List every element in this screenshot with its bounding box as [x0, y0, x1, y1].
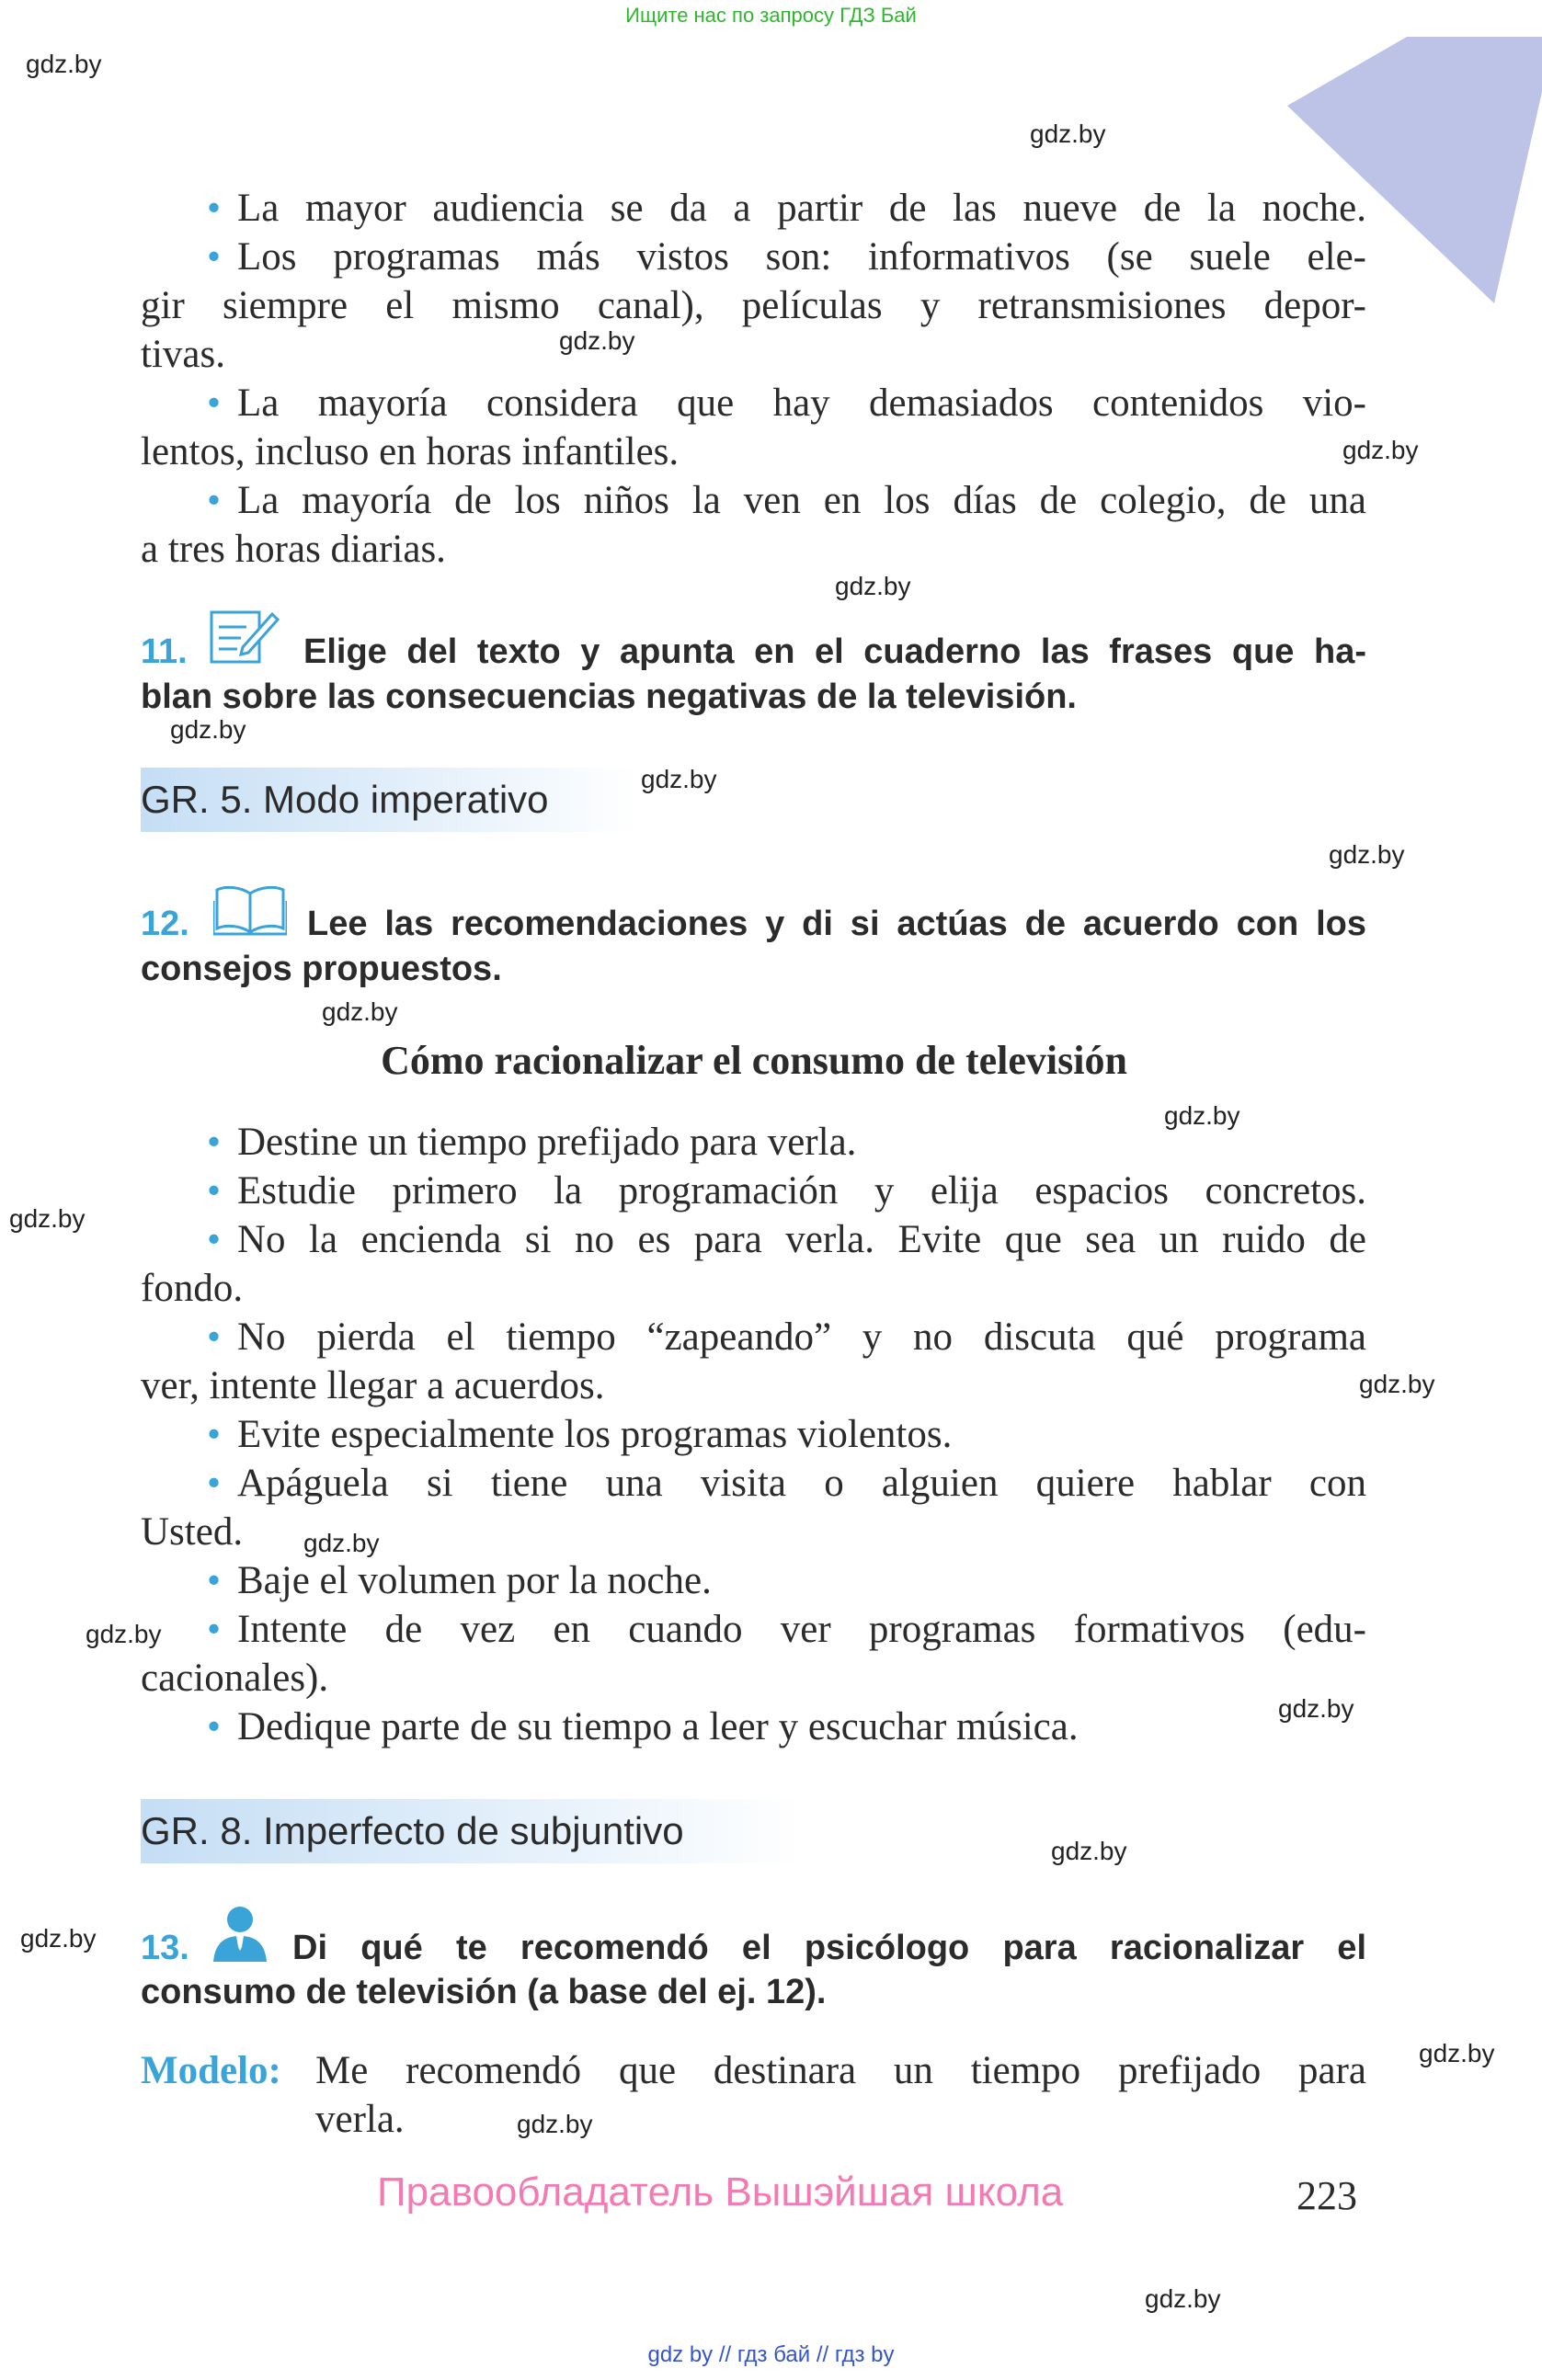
bullet: • [207, 235, 222, 279]
watermark: gdz.by [322, 997, 398, 1026]
bullet: • [207, 187, 222, 230]
list-item-continuation: lentos, incluso en horas infantiles. [141, 430, 680, 473]
rights-holder: Правообладатель Вышэйшая школа [377, 2169, 1064, 2215]
list-item-continuation: ver, intente llegar a acuerdos. [141, 1364, 605, 1407]
bottom-links[interactable]: gdz by // гдз бай // гдз by [647, 2342, 895, 2367]
watermark: gdz.by [1359, 1370, 1435, 1398]
top-banner: Ищите нас по запросу ГДЗ Бай [625, 4, 917, 27]
watermark: gdz.by [170, 715, 246, 744]
watermark: gdz.by [559, 326, 635, 355]
list-item-continuation: fondo. [141, 1267, 244, 1310]
task-12-line1: Lee las recomendaciones y di si actúas de acuerdo con los [307, 905, 1366, 943]
task-number: 11. [141, 632, 188, 671]
task-12 [141, 902, 189, 946]
watermark: gdz.by [1278, 1694, 1354, 1723]
list-item-continuation: cacionales). [141, 1657, 329, 1700]
watermark: gdz.by [1145, 2284, 1221, 2313]
notebook-pencil-icon [210, 607, 280, 666]
bullet: • [207, 1559, 222, 1602]
bullet: • [207, 1705, 222, 1748]
section-heading: Cómo racionalizar el consumo de televisión [381, 1038, 1127, 1083]
model-line2: verla. [315, 2098, 405, 2141]
task-13 [141, 1926, 189, 1970]
watermark: gdz.by [303, 1529, 380, 1557]
task-11-line1: Elige del texto y apunta en el cuaderno las frases que ha- [303, 632, 1366, 671]
watermark: gdz.by [86, 1620, 162, 1648]
watermark: gdz.by [1342, 436, 1419, 464]
bullet: • [207, 381, 222, 425]
task-number: 12. [141, 905, 189, 943]
person-icon [211, 1905, 268, 1962]
bullet: • [207, 479, 222, 522]
bullet: • [207, 1315, 222, 1359]
list-item-continuation: gir siempre el mismo canal), películas y retransmisiones depor- [141, 284, 1366, 327]
bullet: • [207, 1462, 222, 1505]
model-label: Modelo: [141, 2049, 281, 2092]
watermark: gdz.by [1164, 1101, 1240, 1130]
task-13-line1: Di qué te recomendó el psicólogo para racionalizar el [292, 1929, 1366, 1967]
watermark: gdz.by [1030, 120, 1106, 148]
watermark: gdz.by [517, 2110, 593, 2138]
watermark: gdz.by [20, 1924, 97, 1953]
bullet: • [207, 1121, 222, 1164]
task-12-line2: consejos propuestos. [141, 950, 502, 988]
list-item-continuation: Usted. [141, 1510, 244, 1554]
watermark: gdz.by [1051, 1837, 1127, 1865]
task-13-line2: consumo de televisión (a base del ej. 12). [141, 1973, 827, 2011]
grammar-section-5: GR. 5. Modo imperativo [141, 768, 637, 832]
watermark: gdz.by [835, 572, 911, 600]
watermark: gdz.by [1419, 2039, 1495, 2067]
bullet: • [207, 1218, 222, 1261]
task-11-line2: blan sobre las consecuencias negativas de la televisión. [141, 678, 1077, 716]
bullet: • [207, 1413, 222, 1456]
list-item-continuation: tivas. [141, 333, 225, 376]
watermark: gdz.by [641, 765, 717, 793]
page-number: 223 [1296, 2173, 1357, 2218]
bullet: • [207, 1169, 222, 1213]
watermark: gdz.by [1329, 840, 1405, 869]
watermark: gdz.by [26, 50, 102, 78]
bullet: • [207, 1608, 222, 1651]
model-line1: Me recomendó que destinara un tiempo prefijado para [315, 2049, 1366, 2092]
open-book-icon [213, 884, 287, 936]
task-number: 13. [141, 1929, 189, 1967]
list-item-continuation: a tres horas diarias. [141, 528, 446, 571]
grammar-section-8: GR. 8. Imperfecto de subjuntivo [141, 1799, 803, 1863]
watermark: gdz.by [9, 1204, 86, 1233]
